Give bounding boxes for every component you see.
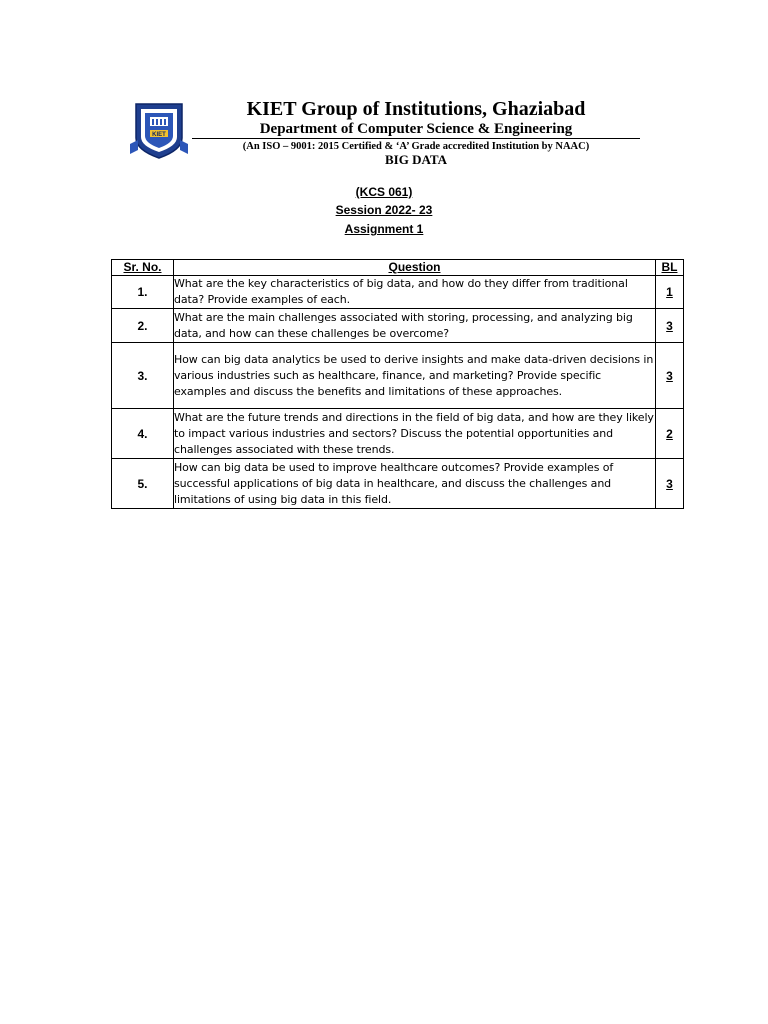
row-question: What are the main challenges associated with storing, processing, and analyzing big data, and how can these challenges be overcome? xyxy=(174,309,656,343)
course-code: (KCS 061) xyxy=(355,185,413,199)
header-divider xyxy=(192,138,640,139)
row-serial: 5. xyxy=(112,459,174,509)
table-row xyxy=(112,276,684,309)
questions-table xyxy=(111,259,684,509)
row-question: What are the future trends and directions in the field of big data, and how are they likely to impact various industries and sectors? Discuss the potential opportunities and challenges associated with these trends. xyxy=(174,409,656,459)
logo-text: KIET xyxy=(152,132,166,138)
row-question: How can big data analytics be used to derive insights and make data-driven decisions in various industries such as healthcare, finance, and marketing? Provide specific examples and discuss the benefits and limitations of these approaches. xyxy=(174,343,656,409)
row-serial: 4. xyxy=(112,409,174,459)
row-bloom-level: 3 xyxy=(656,309,684,343)
row-bloom-level: 3 xyxy=(656,459,684,509)
assignment-label: Assignment 1 xyxy=(344,222,424,236)
institution-logo xyxy=(128,100,190,160)
row-serial: 1. xyxy=(112,276,174,309)
table-header-row xyxy=(112,260,684,276)
row-question: How can big data be used to improve healthcare outcomes? Provide examples of successful applications of big data in healthcare, and discuss the challenges and limitations of using big data in this field. xyxy=(174,459,656,509)
row-bloom-level: 2 xyxy=(656,409,684,459)
column-header-sr-no: Sr. No. xyxy=(112,260,174,276)
column-header-question: Question xyxy=(174,260,656,276)
row-serial: 3. xyxy=(112,343,174,409)
department-name: Department of Computer Science & Engineering xyxy=(259,121,573,137)
accreditation-note: (An ISO – 9001: 2015 Certified & ‘A’ Grade accredited Institution by NAAC) xyxy=(242,141,590,152)
table-row xyxy=(112,309,684,343)
subject-title: BIG DATA xyxy=(385,152,447,167)
session-label: Session 2022- 23 xyxy=(335,203,433,217)
row-bloom-level: 1 xyxy=(656,276,684,309)
table-row xyxy=(112,459,684,509)
institution-name: KIET Group of Institutions, Ghaziabad xyxy=(246,98,586,120)
table-row xyxy=(112,409,684,459)
row-bloom-level: 3 xyxy=(656,343,684,409)
table-row xyxy=(112,343,684,409)
column-header-bl: BL xyxy=(656,260,684,276)
row-question: What are the key characteristics of big data, and how do they differ from traditional data? Provide examples of each. xyxy=(174,276,656,309)
row-serial: 2. xyxy=(112,309,174,343)
